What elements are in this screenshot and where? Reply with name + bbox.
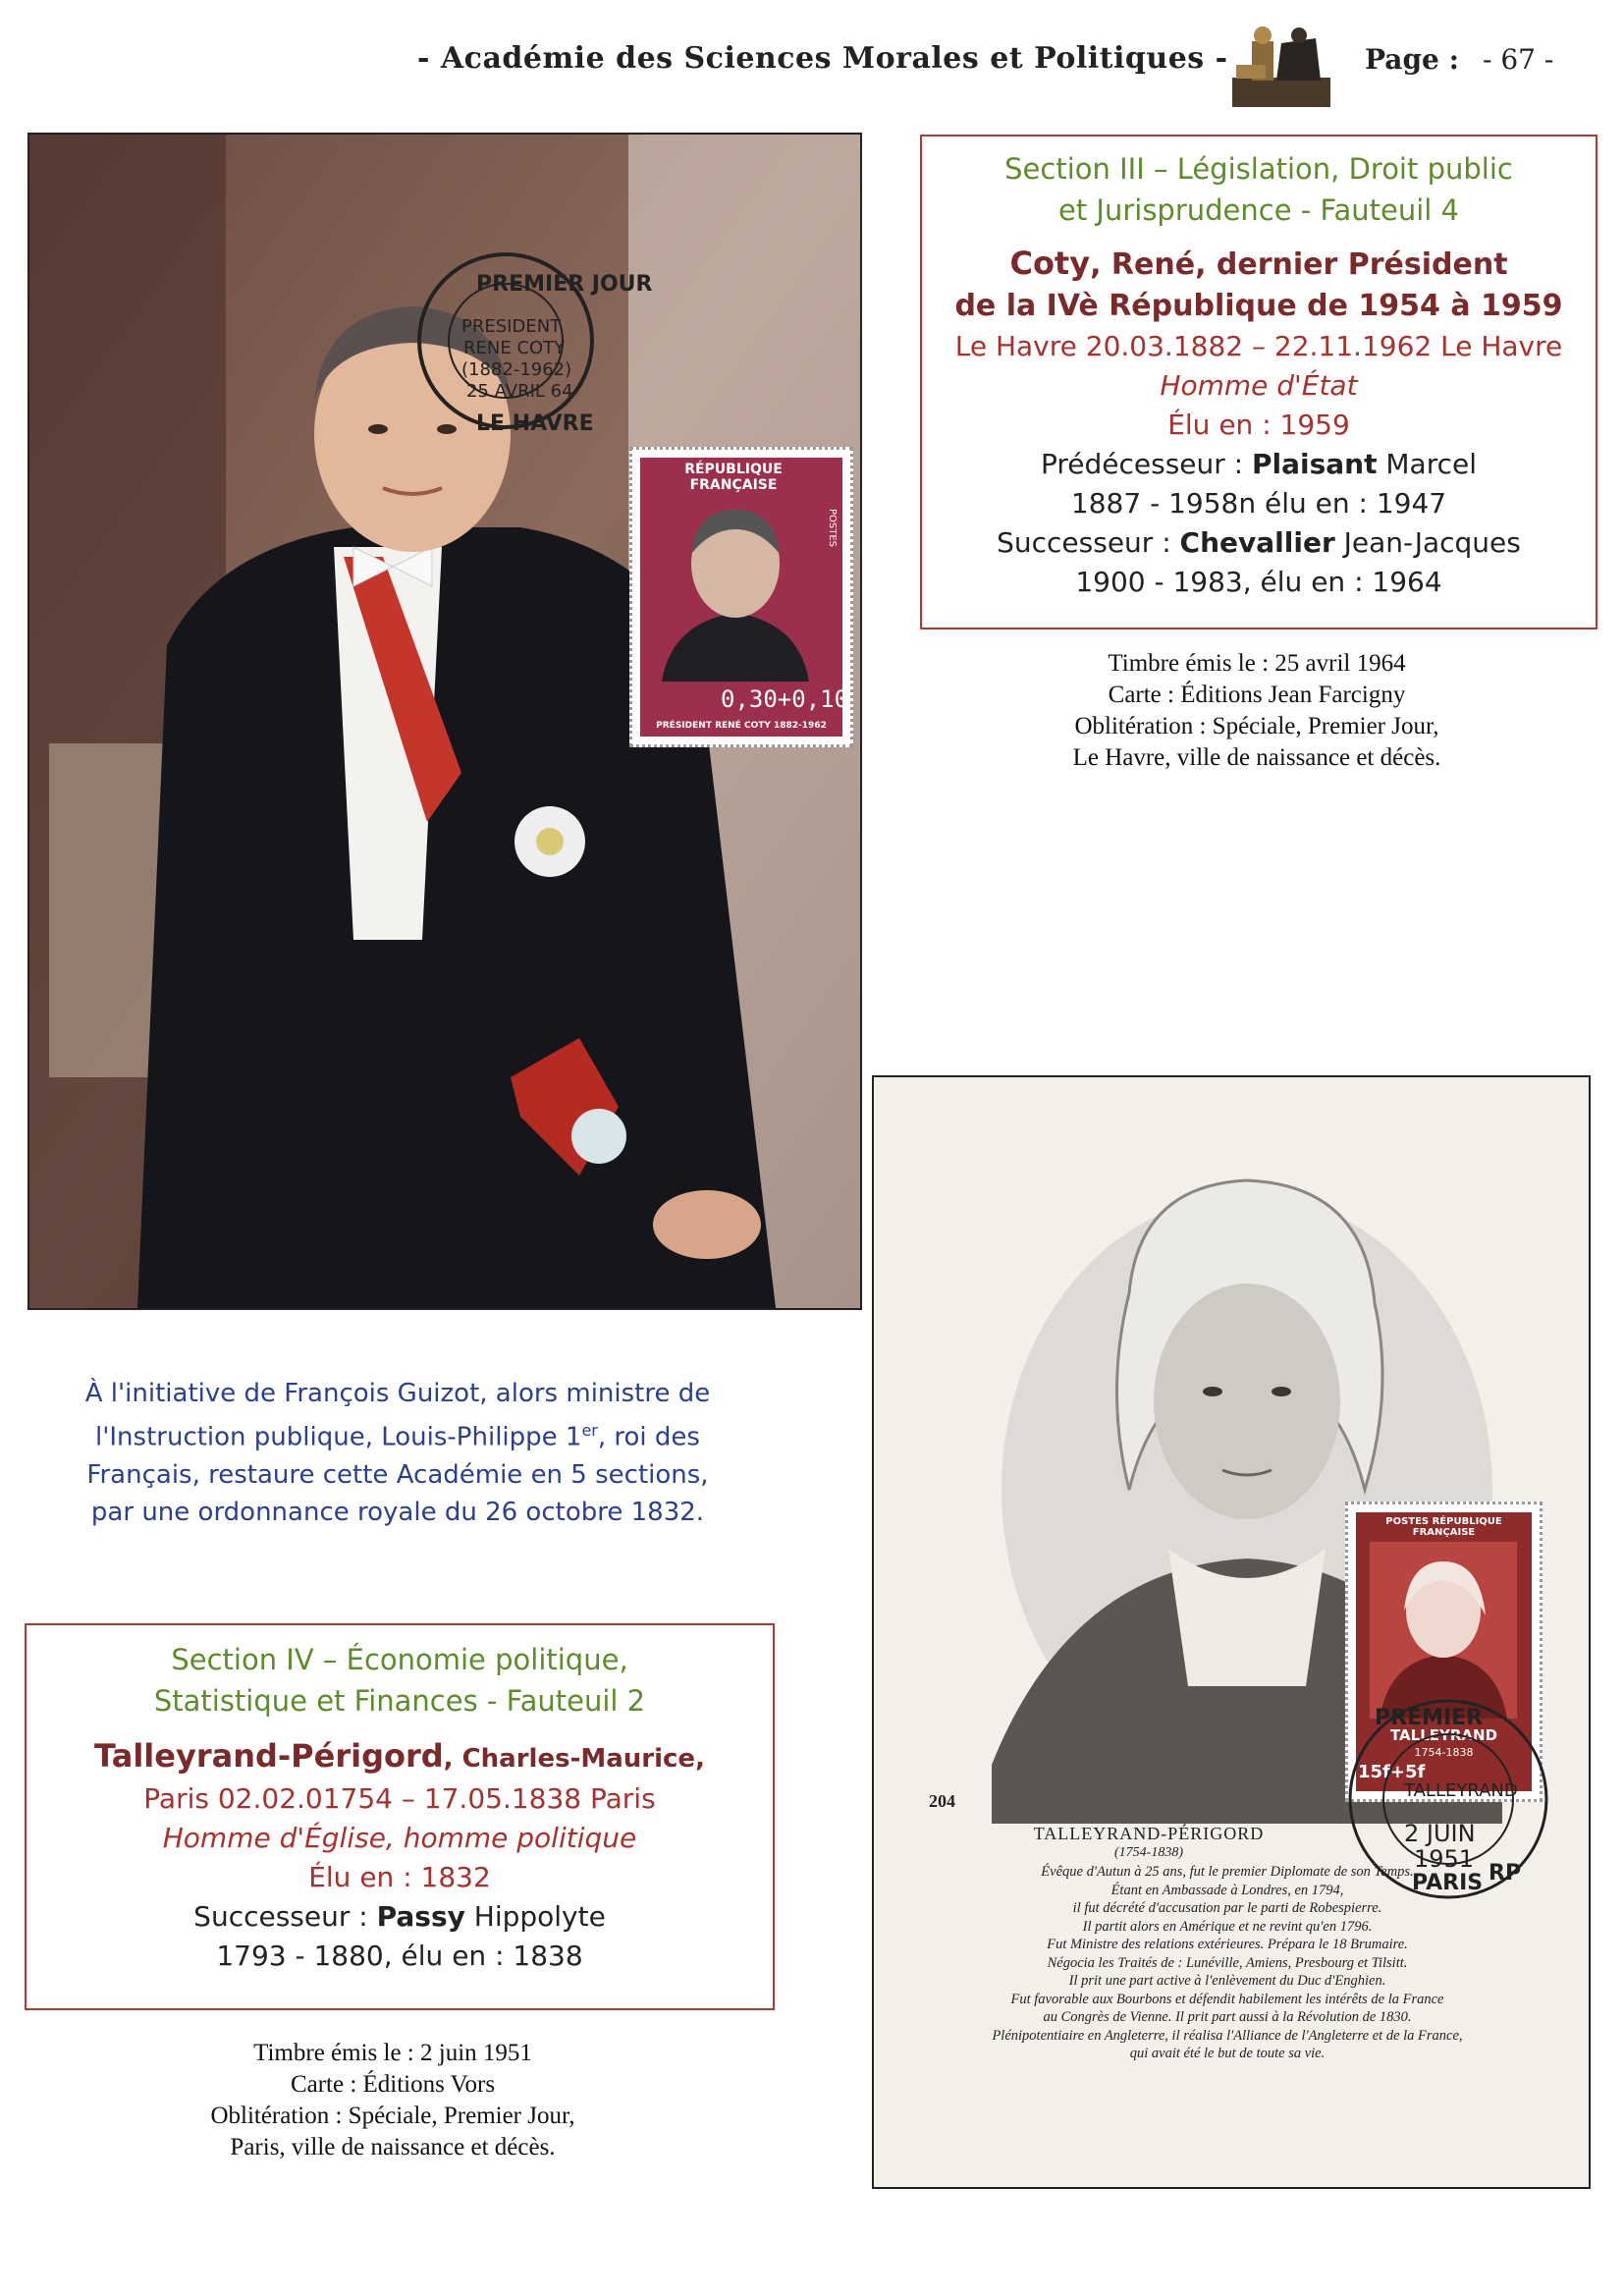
stamp-portrait-icon: [652, 485, 819, 682]
bio-line: Négocia les Traités de : Lunéville, Amiens, Presbourg et Tilsitt.: [1047, 1954, 1408, 1971]
section-title-line2: Statistique et Finances - Fauteuil 2: [153, 1684, 646, 1718]
section-title-line1: Section IV – Économie politique,: [171, 1643, 628, 1676]
intro-line2-a: l'Instruction publique, Louis-Philippe 1: [95, 1422, 582, 1452]
member-name: [27, 1735, 773, 1779]
talleyrand-info-box: [25, 1623, 775, 2010]
predecessor-name: Plaisant: [1252, 448, 1378, 480]
bio-line: Étant en Ambassade à Londres, en 1794,: [1110, 1882, 1344, 1898]
stamp-caption: PRÉSIDENT RENÉ COTY 1882-1962: [656, 721, 827, 731]
postmark2-text-2: TALLEYRAND: [1404, 1780, 1518, 1801]
section-title-line1: Section III – Législation, Droit public: [1004, 152, 1513, 186]
stamp2-name: TALLEYRAND: [1389, 1726, 1498, 1744]
stamp-note-coty: [992, 648, 1522, 774]
successor: [27, 1897, 773, 1937]
bio-line: Il partit alors en Amérique et ne revint qu'en 1796.: [1082, 1918, 1373, 1935]
section-title-line2: et Jurisprudence - Fauteuil 4: [1057, 193, 1460, 227]
elected-year: Élu en : 1832: [308, 1861, 491, 1893]
birth-death: Paris 02.02.01754 – 17.05.1838 Paris: [143, 1782, 656, 1815]
postmark2-text-4: 1951: [1414, 1845, 1475, 1873]
note-line: Carte : Éditions Vors: [290, 2071, 496, 2098]
member-role: Homme d'Église, homme politique: [162, 1822, 637, 1854]
stamp-postes-text: POSTES: [827, 509, 838, 548]
successor-name: Passy: [376, 1900, 465, 1933]
bio-line: Évêque d'Autun à 25 ans, fut le premier Diplomate de son Temps.: [1041, 1864, 1414, 1880]
postmark-text-6: LE HAVRE: [476, 411, 594, 436]
successor-name: Chevallier: [1179, 526, 1335, 559]
member-name-rest: , Charles-Maurice,: [443, 1744, 705, 1774]
successor-label: Successeur :: [997, 526, 1180, 559]
stamp-note-talleyrand: [128, 2038, 658, 2163]
stamp-republique-text: RÉPUBLIQUE FRANÇAISE: [684, 462, 783, 493]
predecessor-dates: 1887 - 1958n élu en : 1947: [1070, 487, 1447, 519]
member-name: [922, 243, 1596, 286]
note-line: Carte : Éditions Jean Farcigny: [1108, 682, 1406, 708]
intro-line4: par une ordonnance royale du 26 octobre 1832.: [90, 1497, 705, 1527]
note-line: Oblitération : Spéciale, Premier Jour,: [210, 2103, 575, 2129]
successor-label: Successeur :: [193, 1900, 377, 1933]
postmark2-text-3: 2 JUIN: [1404, 1820, 1476, 1847]
successor-first: Hippolyte: [464, 1900, 606, 1933]
note-line: Le Havre, ville de naissance et décès.: [1072, 744, 1441, 771]
postmark-text-4: (1882-1962): [461, 359, 572, 380]
successor-dates: 1900 - 1983, élu en : 1964: [1075, 566, 1442, 598]
bio-line: Fut Ministre des relations extérieures. Prépara le 18 Brumaire.: [1047, 1937, 1408, 1952]
postmark2-text-6: RP: [1489, 1861, 1522, 1886]
predecessor-first: Marcel: [1377, 448, 1478, 480]
card-bio: [893, 1863, 1561, 2063]
card-dates: (1754-1838): [1114, 1845, 1183, 1860]
page-label: Page :: [1365, 43, 1459, 76]
birth-death: Le Havre 20.03.1882 – 22.11.1962 Le Havre: [954, 330, 1563, 362]
card-title: TALLEYRAND-PÉRIGORD: [1033, 1824, 1265, 1843]
predecessor: [922, 445, 1596, 484]
member-title: de la IVè République de 1954 à 1959: [954, 289, 1563, 323]
postmark-text-2: PRESIDENT: [461, 316, 562, 337]
postmark2-text-5: PARIS: [1412, 1871, 1484, 1895]
member-surname: Talleyrand-Périgord: [94, 1737, 444, 1775]
stamp2-republique-text: POSTES RÉPUBLIQUE FRANÇAISE: [1385, 1516, 1502, 1538]
bio-line: Plénipotentiaire en Angleterre, il réalisa l'Alliance de l'Angleterre et de la France,: [992, 2027, 1463, 2044]
intro-line2-sup: er: [581, 1421, 598, 1440]
successor-dates: 1793 - 1880, élu en : 1838: [216, 1940, 583, 1972]
postmark-text-3: RENE COTY: [463, 338, 566, 358]
coty-stamp: [629, 447, 853, 747]
bio-line: Il prit une part active à l'enlèvement du Duc d'Enghien.: [1068, 1973, 1386, 1989]
intro-line2: [59, 1412, 736, 1456]
stamp2-value: 15f+5f: [1358, 1762, 1426, 1782]
bio-line: il fut décrété d'accusation par le parti de Robespierre.: [1072, 1900, 1382, 1916]
note-line: Oblitération : Spéciale, Premier Jour,: [1074, 713, 1439, 739]
header-title: - Académie des Sciences Morales et Politiques -: [417, 41, 1228, 76]
member-role: Homme d'État: [1160, 369, 1358, 402]
intro-paragraph: [59, 1375, 736, 1531]
predecessor-label: Prédécesseur :: [1040, 448, 1252, 480]
member-name-rest: , René, dernier Président: [1090, 247, 1508, 282]
postmark-text-1: PREMIER JOUR: [476, 272, 653, 297]
successor: [922, 523, 1596, 563]
coty-info-box: [920, 135, 1597, 629]
academy-statue-logo-icon: [1222, 24, 1340, 112]
bio-line: au Congrès de Vienne. Il prit part aussi à la Révolution de 1830.: [1043, 2009, 1412, 2025]
bio-line: qui avait été le but de toute sa vie.: [1129, 2046, 1326, 2061]
coty-maximum-card: [27, 133, 862, 1310]
intro-line1: À l'initiative de François Guizot, alors ministre de: [84, 1379, 711, 1408]
successor-first: Jean-Jacques: [1334, 526, 1521, 559]
page-number: - 67 -: [1483, 43, 1554, 76]
note-line: Timbre émis le : 2 juin 1951: [253, 2040, 532, 2066]
bio-line: Fut favorable aux Bourbons et défendit habilement les intérêts de la France: [1010, 1991, 1444, 2007]
note-line: Paris, ville de naissance et décès.: [230, 2134, 556, 2160]
page-header: [0, 35, 1624, 114]
intro-line3: Français, restaure cette Académie en 5 sections,: [86, 1459, 709, 1490]
postmark-text-5: 25 AVRIL 64: [466, 381, 573, 402]
stamp2-dates: 1754-1838: [1414, 1746, 1474, 1759]
card-number: 204: [929, 1791, 955, 1811]
intro-line2-b: , roi des: [597, 1422, 700, 1452]
note-line: Timbre émis le : 25 avril 1964: [1108, 650, 1406, 677]
elected-year: Élu en : 1959: [1167, 409, 1350, 441]
postmark2-text-1: PREMIER: [1375, 1706, 1484, 1730]
stamp-value: 0,30+0,10: [721, 685, 849, 713]
talleyrand-maximum-card: [872, 1075, 1591, 2189]
member-surname: Coty: [1009, 245, 1091, 282]
